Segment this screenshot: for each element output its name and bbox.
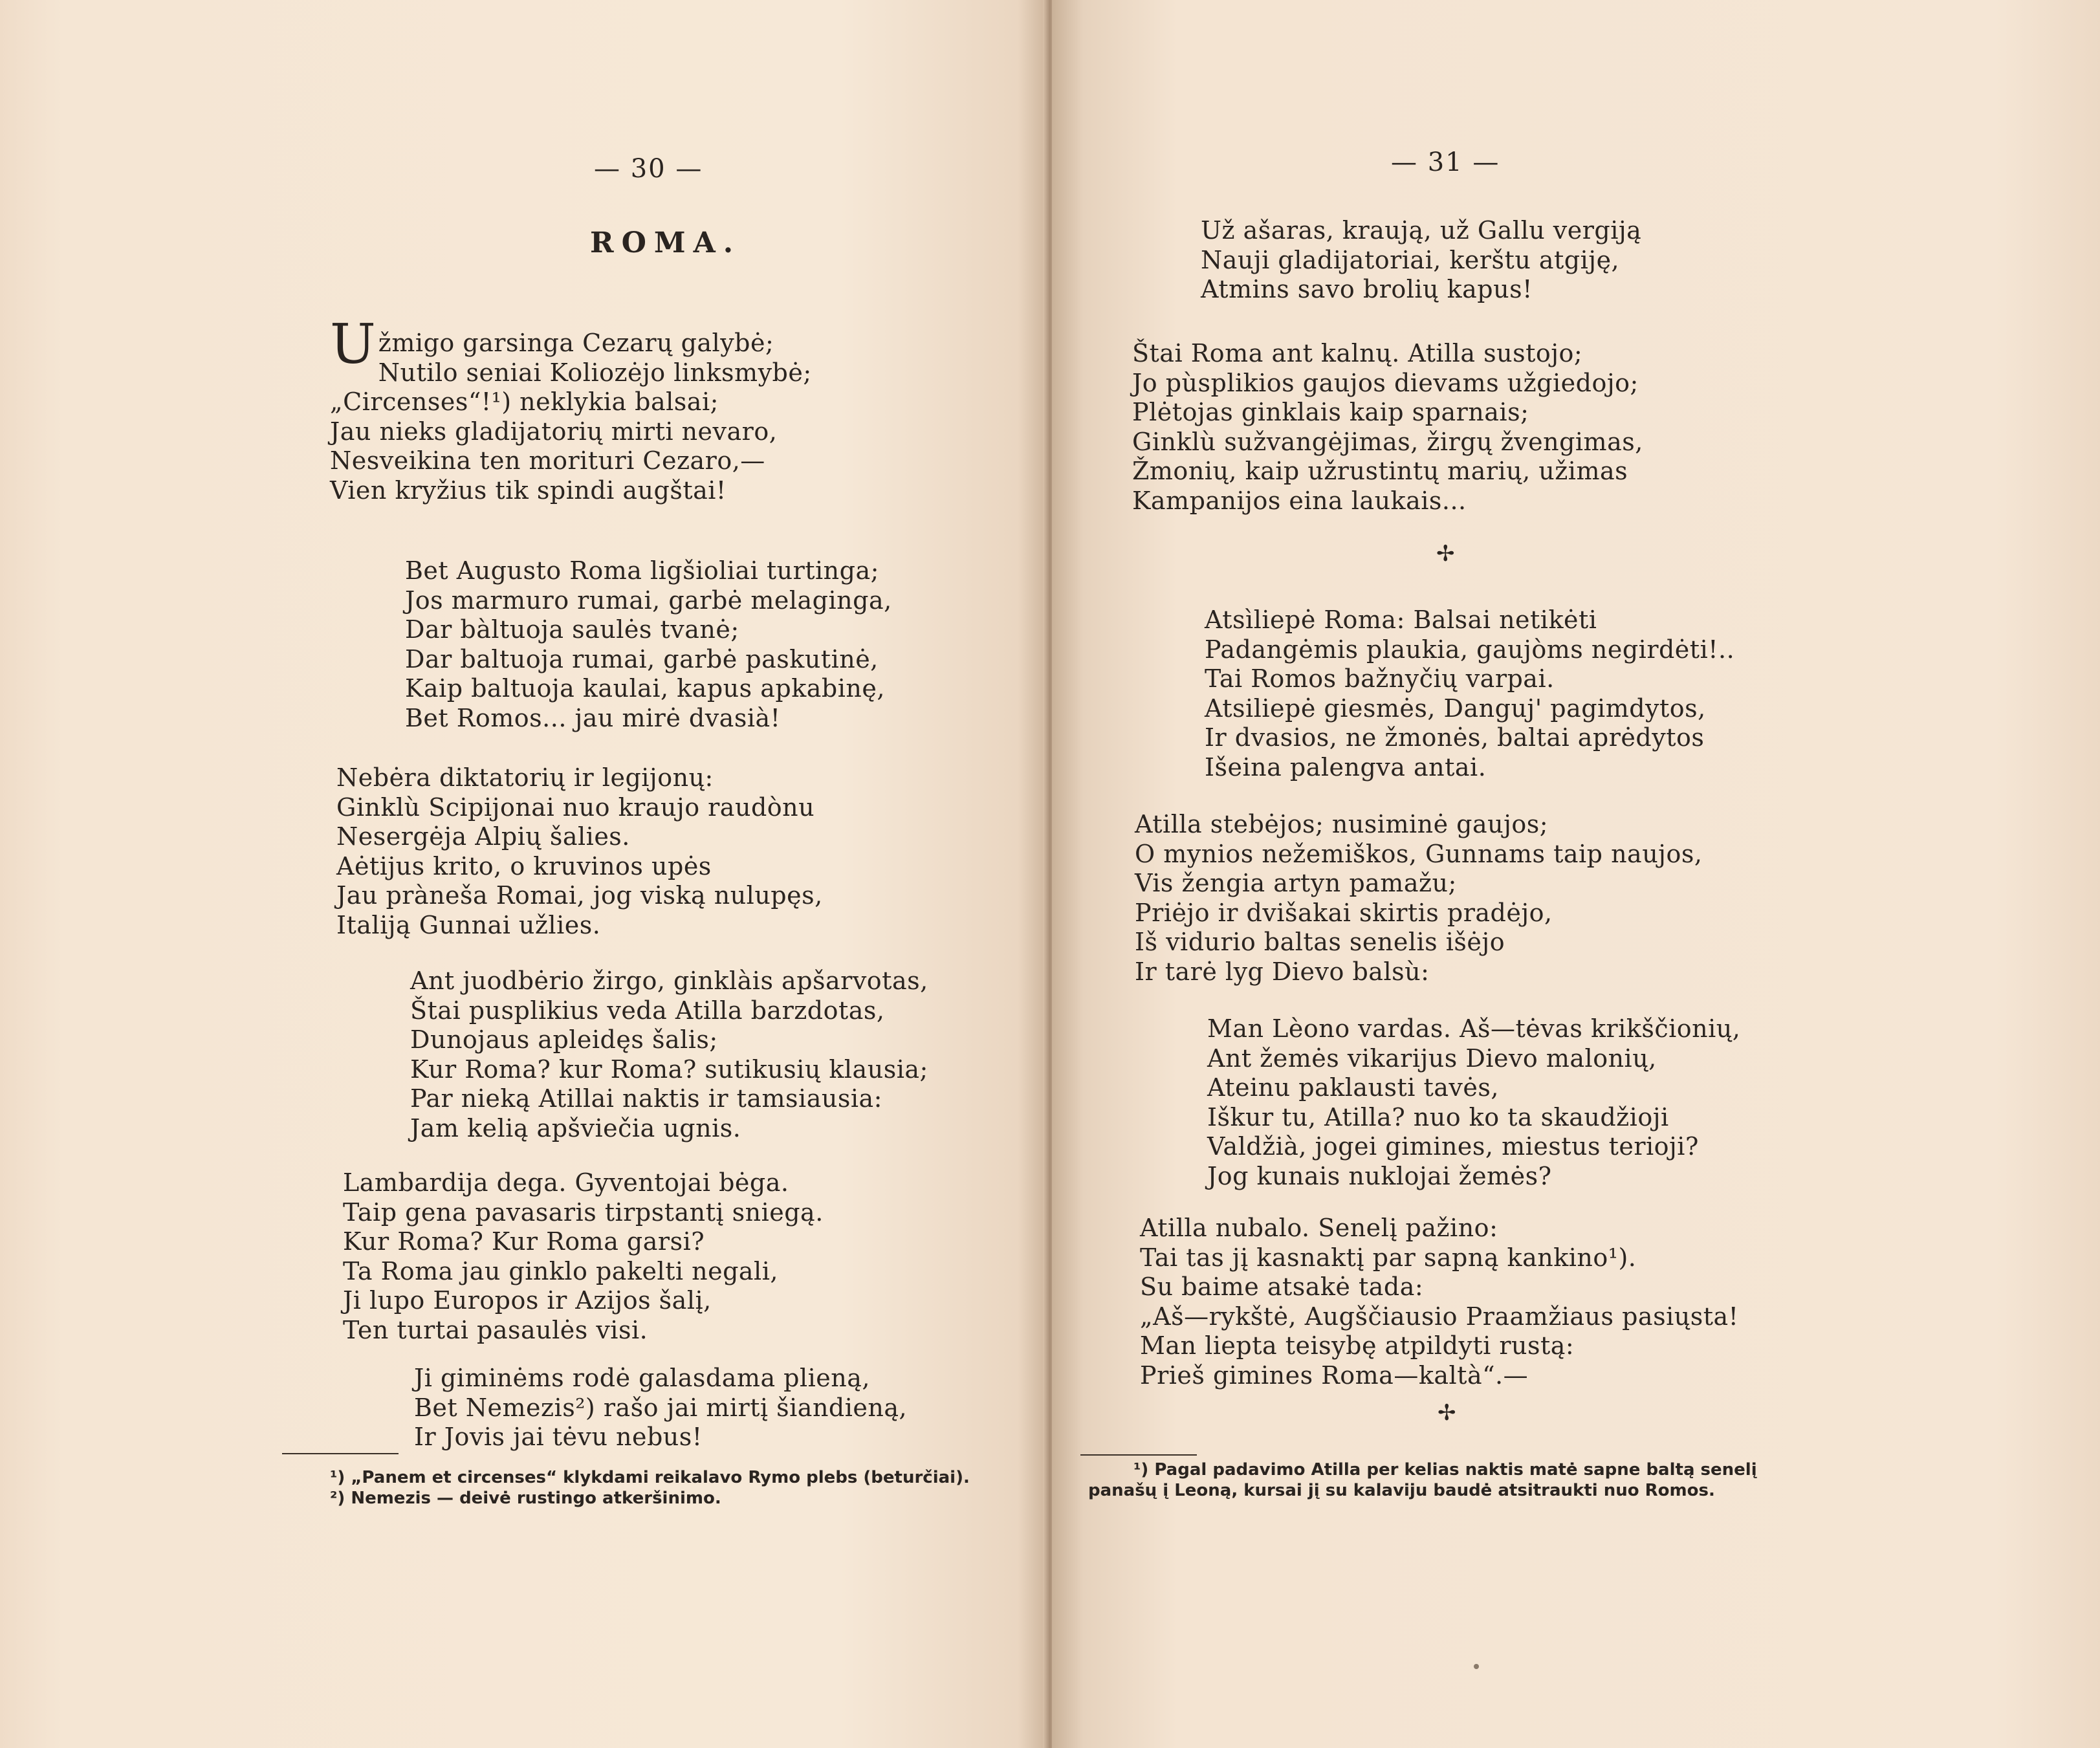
verse-line: Iškur tu, Atilla? nuo ko ta skaudžioji xyxy=(1207,1102,1669,1131)
stanza xyxy=(410,967,928,1143)
poem-title: ROMA. xyxy=(590,226,741,259)
stanza xyxy=(343,1168,824,1345)
verse-line: Kur Roma? kur Roma? sutikusių klausia; xyxy=(410,1054,928,1084)
verse-line: Jau nieks gladijatorių mirti nevaro, xyxy=(330,417,778,446)
verse-line: Su baime atsakė tada: xyxy=(1140,1273,1424,1301)
verse-line: Bet Nemezis²) rašo jai mirtį šiandieną, xyxy=(414,1393,908,1422)
verse-line: Nesergėja Alpių šalies. xyxy=(336,822,630,851)
stanza xyxy=(1201,216,1641,305)
verse-line: žmigo garsinga Cezarų galybė; xyxy=(378,329,774,357)
verse-line: Ten turtai pasaulės visi. xyxy=(343,1315,648,1344)
stanza xyxy=(1132,339,1643,516)
verse-line: Ginklù sužvangėjimas, žirgų žvengimas, xyxy=(1132,427,1643,456)
stanza xyxy=(1140,1214,1738,1390)
verse-line: Štai Roma ant kalnų. Atilla sustojo; xyxy=(1132,339,1583,367)
verse-line: Ji lupo Europos ir Azijos šalį, xyxy=(343,1286,712,1315)
verse-line: Bet Romos... jau mirė dvasià! xyxy=(405,703,781,732)
verse-line: O mynios nežemiškos, Gunnams taip naujos, xyxy=(1135,839,1703,868)
left-page xyxy=(0,0,1049,1748)
verse-line: Jau prànešа Romai, jog viską nulupęs, xyxy=(336,881,823,910)
stanza xyxy=(1205,606,1734,782)
verse-line: Atmins savo brolių kapus! xyxy=(1201,275,1533,303)
verse-line: „Aš—rykštė, Augščiausio Praamžiaus pasiųsta! xyxy=(1140,1302,1739,1331)
page-number: — 31 — xyxy=(1391,147,1500,177)
verse-line: Atilla nubalo. Senelį pažino: xyxy=(1140,1214,1498,1242)
verse-line: Aėtijus krito, o kruvinos upės xyxy=(336,851,712,880)
verse-line: Dar baltuoja rumai, garbė paskutinė, xyxy=(405,644,879,673)
verse-line: Ir dvasios, ne žmonės, baltai aprėdytos xyxy=(1205,723,1705,752)
verse-line: Iš vidurio baltas senelis išėjo xyxy=(1135,928,1505,956)
verse-line: Italiją Gunnai užlies. xyxy=(336,910,601,939)
verse-line: Štai pusplikius veda Atilla barzdotas, xyxy=(410,996,885,1025)
verse-line: Ir tarė lyg Dievo balsù: xyxy=(1135,957,1430,986)
page-number: — 30 — xyxy=(594,154,703,184)
verse-line: Plėtojas ginklais kaip sparnais; xyxy=(1132,398,1529,426)
verse-line: Dunojaus apleidęs šalis; xyxy=(410,1025,718,1054)
stanza xyxy=(330,312,812,505)
verse-line: Valdžià, jogei gimines, miestus terioji? xyxy=(1207,1132,1699,1161)
footnote: ¹) Pagal padavimo Atilla per kelias naktis matė sapne baltą senelį xyxy=(1133,1460,1757,1480)
verse-line: Ant žemės vikarijus Dievo malonių, xyxy=(1207,1043,1657,1073)
verse-line: Man liepta teisybę atpildyti rustą: xyxy=(1140,1331,1575,1360)
verse-line: Padangėmis plaukia, gaujòms negirdėti!.. xyxy=(1205,635,1735,664)
paper-spot xyxy=(1474,1664,1479,1669)
footnote: ²) Nemezis — deivė rustingo atkeršinimo. xyxy=(330,1489,721,1508)
verse-line: Už ašaras, kraują, už Gallu vergiją xyxy=(1201,216,1642,245)
verse-line: Atilla stebėjos; nusiminė gaujos; xyxy=(1135,810,1549,838)
verse-line: Vien kryžius tik spindi augštai! xyxy=(330,475,727,505)
verse-line: Ir Jovis jai tėvu nebus! xyxy=(414,1423,703,1451)
verse-line: Kaip baltuoja kaulai, kapus apkabinę, xyxy=(405,674,885,703)
verse-line: Atsiliepė giesmės, Danguj' pagimdytos, xyxy=(1205,694,1706,723)
verse-line: Priėjo ir dvišakai skirtis pradėjo, xyxy=(1135,898,1553,927)
stanza xyxy=(1135,810,1702,987)
verse-line: Nebėra diktatorių ir legijonų: xyxy=(336,763,714,792)
footnote: ¹) „Panem et circenses“ klykdami reikalavo Rymo plebs (beturčiai). xyxy=(330,1468,970,1487)
verse-line: Ant juodbėrio žirgo, ginklàis apšarvotas, xyxy=(410,967,928,995)
stanza xyxy=(1207,1014,1740,1191)
footnote: panašų į Leoną, kursai jį su kalaviju baudė atsitraukti nuo Romos. xyxy=(1088,1481,1715,1500)
verse-line: Bet Augusto Roma ligšioliai turtinga; xyxy=(405,556,879,585)
verse-line: „Circenses“!¹) neklykia balsai; xyxy=(330,388,719,416)
verse-line: Ginklù Scipijonai nuo kraujo raudònu xyxy=(336,792,815,822)
verse-line: Žmonių, kaip užrustintų marių, užimas xyxy=(1132,457,1628,485)
verse-line: Išeina palengva antai. xyxy=(1205,752,1487,781)
verse-line: Nutilo seniai Koliozėjo linksmybė; xyxy=(378,358,812,387)
section-ornament: ✢ xyxy=(1436,541,1455,567)
verse-line: Taip gena pavasaris tirpstantį sniegą. xyxy=(343,1197,824,1227)
verse-line: Prieš gimines Roma—kaltà“.— xyxy=(1140,1360,1529,1390)
verse-line: Vis žengia artyn pamažu; xyxy=(1135,869,1457,897)
verse-line: Kur Roma? Kur Roma garsi? xyxy=(343,1227,705,1256)
footnotes xyxy=(1088,1459,1757,1501)
verse-line: Jo pùsplikios gaujos dievams užgiedojo; xyxy=(1132,368,1639,397)
drop-cap: U xyxy=(330,312,376,376)
right-page xyxy=(1052,0,2100,1748)
verse-line: Ta Roma jau ginklo pakelti negali, xyxy=(343,1256,778,1285)
verse-line: Ateinu paklausti tavės, xyxy=(1207,1073,1499,1102)
verse-line: Man Lèono vardas. Aš—tėvas krikščionių, xyxy=(1207,1014,1741,1043)
verse-line: Par nieką Atillai naktis ir tamsiausia: xyxy=(410,1084,882,1113)
section-ornament: ✢ xyxy=(1438,1400,1456,1426)
footnote-rule xyxy=(1080,1454,1197,1456)
verse-line: Jos marmuro rumai, garbė melaginga, xyxy=(405,585,892,615)
stanza xyxy=(405,556,892,733)
verse-line: Kampanijos eina laukais... xyxy=(1132,486,1467,515)
verse-line: Ji giminėms rodė galasdama plieną, xyxy=(414,1364,871,1392)
verse-line: Nauji gladijatoriai, kerštu atgiję, xyxy=(1201,245,1620,274)
verse-line: Jam kelią apšviečia ugnis. xyxy=(410,1113,741,1142)
verse-line: Nesveikina ten morituri Cezaro,— xyxy=(330,446,765,475)
verse-line: Atsìliepė Roma: Balsai netikėti xyxy=(1205,606,1597,634)
verse-line: Tai tas jį kasnaktį par sapną kankino¹). xyxy=(1140,1243,1637,1272)
footnotes xyxy=(330,1467,970,1509)
verse-line: Lambardija dega. Gyventojai bėga. xyxy=(343,1168,789,1197)
stanza xyxy=(414,1364,907,1452)
stanza xyxy=(336,763,823,940)
footnote-rule xyxy=(282,1453,399,1454)
verse-line: Tai Romos bažnyčių varpai. xyxy=(1205,664,1555,693)
verse-line: Dar bàltuoja saulės tvanė; xyxy=(405,615,739,644)
verse-line: Jog kunais nuklojai žemės? xyxy=(1207,1161,1552,1190)
